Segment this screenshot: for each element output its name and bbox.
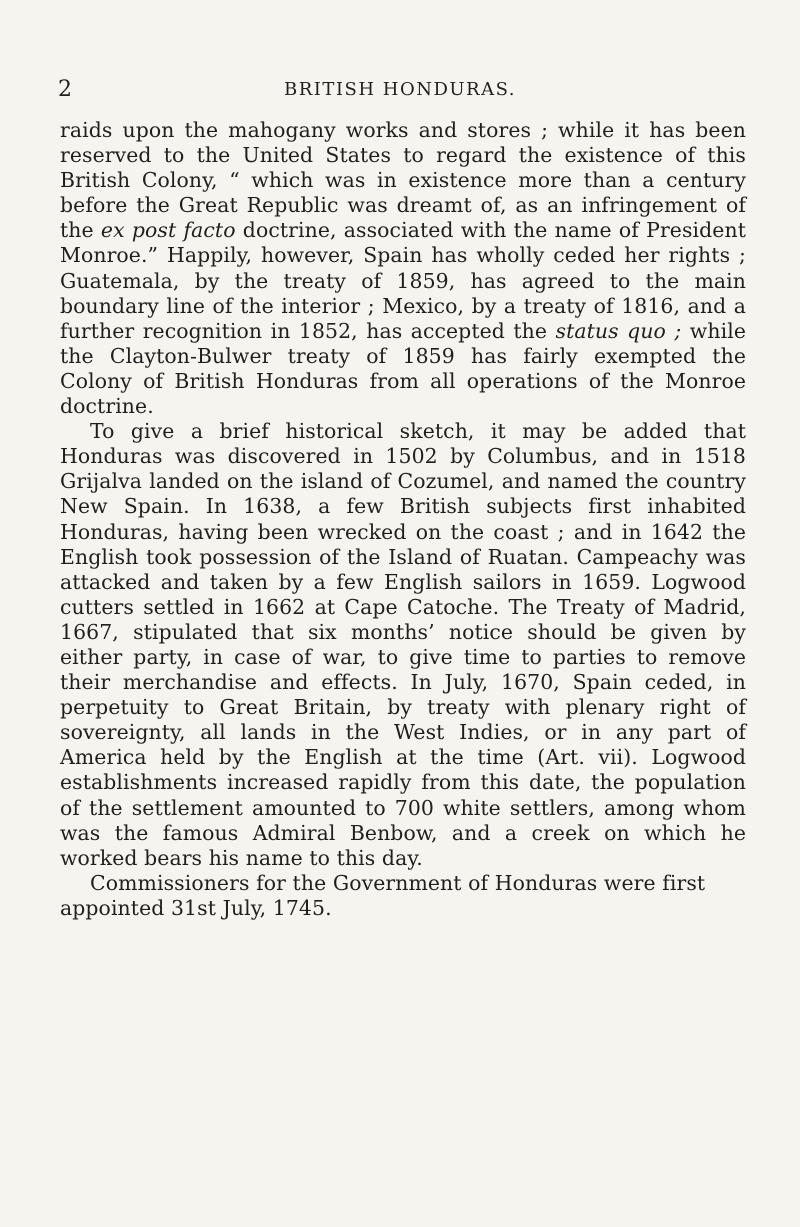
- body-text: [60, 118, 746, 921]
- running-title: BRITISH HONDURAS.: [283, 79, 517, 100]
- paragraph-2: To give a brief historical sketch, it may be added that Honduras was discovered in 1502 by Columbus, and in 1518 Grijalva landed on the island of Cozumel, and named the country New Spain. In 1638, a few British subjects first inhabited Honduras, having been wrecked on the coast ; and in 1642 the English took possession of the Island of Ruatan. Campeachy was attacked and taken by a few English sailors in 1659. Logwood cutters settled in 1662 at Cape Catoche. The Treaty of Madrid, 1667, stipulated that six months’ notice should be given by either party, in case of war, to give time to parties to remove their merchandise and effects. In July, 1670, Spain ceded, in perpetuity to Great Britain, by treaty with plenary right of sovereignty, all lands in the West Indies, or in any part of America held by the English at the time (Art. vii). Logwood establishments increased rapidly from this date, the population of the settlement amounted to 700 white settlers, among whom was the famous Admiral Benbow, and a creek on which he worked bears his name to this day.: [60, 419, 746, 870]
- paragraph-1-italic-status-quo: status quo ;: [555, 318, 682, 343]
- paragraph-1-text-c: while the Clayton-Bulwer treaty of 1859 has fairly exempted the Colony of British Honduras from all operations of the Monroe doctrine.: [60, 318, 746, 419]
- paragraph-1: [60, 118, 746, 419]
- paragraph-1-italic-ex-post-facto: ex post facto: [100, 218, 236, 243]
- paragraph-1-text-b: doctrine, associated with the name of President Monroe.” Happily, however, Spain has wholly ceded her rights ; Guatemala, by the treaty of 1859, has agreed to the main boundary line of the interior ; Mexico, by a treaty of 1816, and a further recognition in 1852, has accepted the: [60, 218, 746, 343]
- paragraph-3: Commissioners for the Government of Honduras were first appointed 31st July, 1745.: [60, 870, 706, 920]
- running-head: [0, 58, 800, 102]
- page-number: 2: [58, 77, 72, 102]
- paragraph-1-text-a: raids upon the mahogany works and stores ; while it has been reserved to the United States to regard the existence of this British Colony, “ which was in existence more than a century before the Great Republic was dreamt of, as an infringement of the: [60, 118, 746, 243]
